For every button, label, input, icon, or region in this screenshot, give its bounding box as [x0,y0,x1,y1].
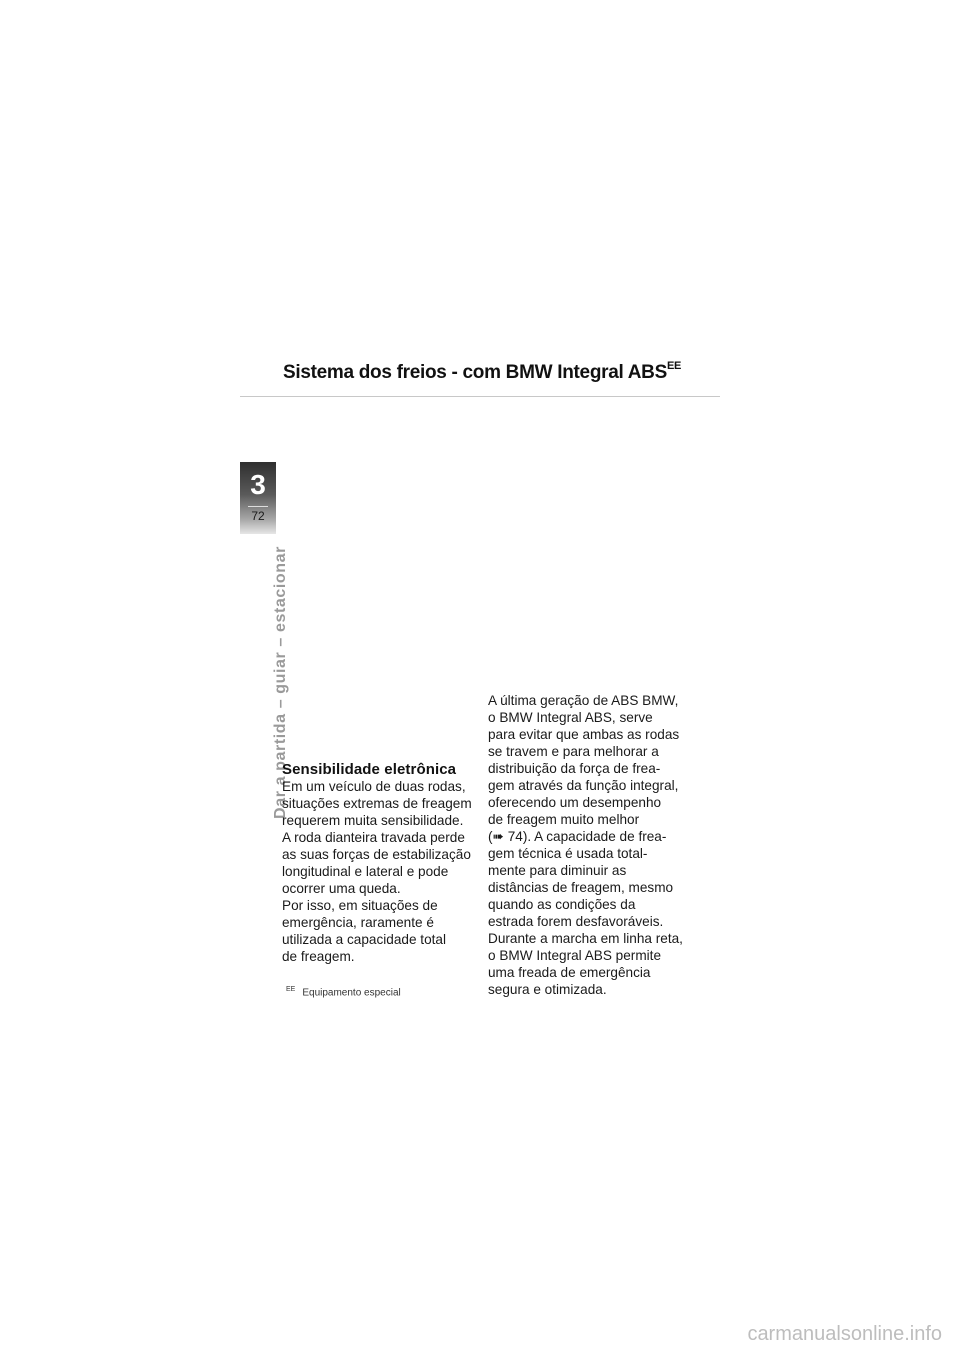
chapter-side-label [252,546,289,819]
chapter-number: 3 [250,469,266,500]
page-title-text: Sistema dos freios - com BMW Integral ABS [283,362,667,383]
chapter-side-label-text: Dar a partida – guiar – estacionar [272,546,289,819]
title-divider [240,396,720,397]
section-heading: Sensibilidade eletrônica [282,761,457,778]
footnote [286,986,401,998]
right-column-body: A última geração de ABS BMW, o BMW Integral ABS, serve para evitar que ambas as rodas se travem e para melhorar a distribuição da força de frea- gem através da função integral, oferecendo um desempenho de freagem muito melhor (➠ 74). A capacidade de frea- gem técnica é usada total- mente para diminuir as distâncias de freagem, mesmo quando as condições da estrada forem desfavoráveis. Durante a marcha em linha reta, o BMW Integral ABS permite uma freada de emergência segura e otimizada. [488,693,683,997]
title-superscript: EE [666,359,682,372]
left-column [282,761,482,965]
page-number: 72 [251,509,265,523]
footnote-text: Equipamento especial [302,987,401,999]
chapter-tab-divider [248,506,268,507]
footnote-marker: EE [286,986,296,993]
right-column [488,692,698,998]
watermark: carmanualsonline.info [747,1323,942,1345]
page-title [283,359,682,384]
left-column-body: Em um veículo de duas rodas, situações extremas de freagem requerem muita sensibilidade. A roda dianteira travada perde as suas forças de estabilização longitudinal e lateral e pode ocorrer uma queda. Por isso, em situações de emergência, raramente é utilizada a capacidade total de freagem. [282,779,472,964]
chapter-tab [240,462,276,534]
